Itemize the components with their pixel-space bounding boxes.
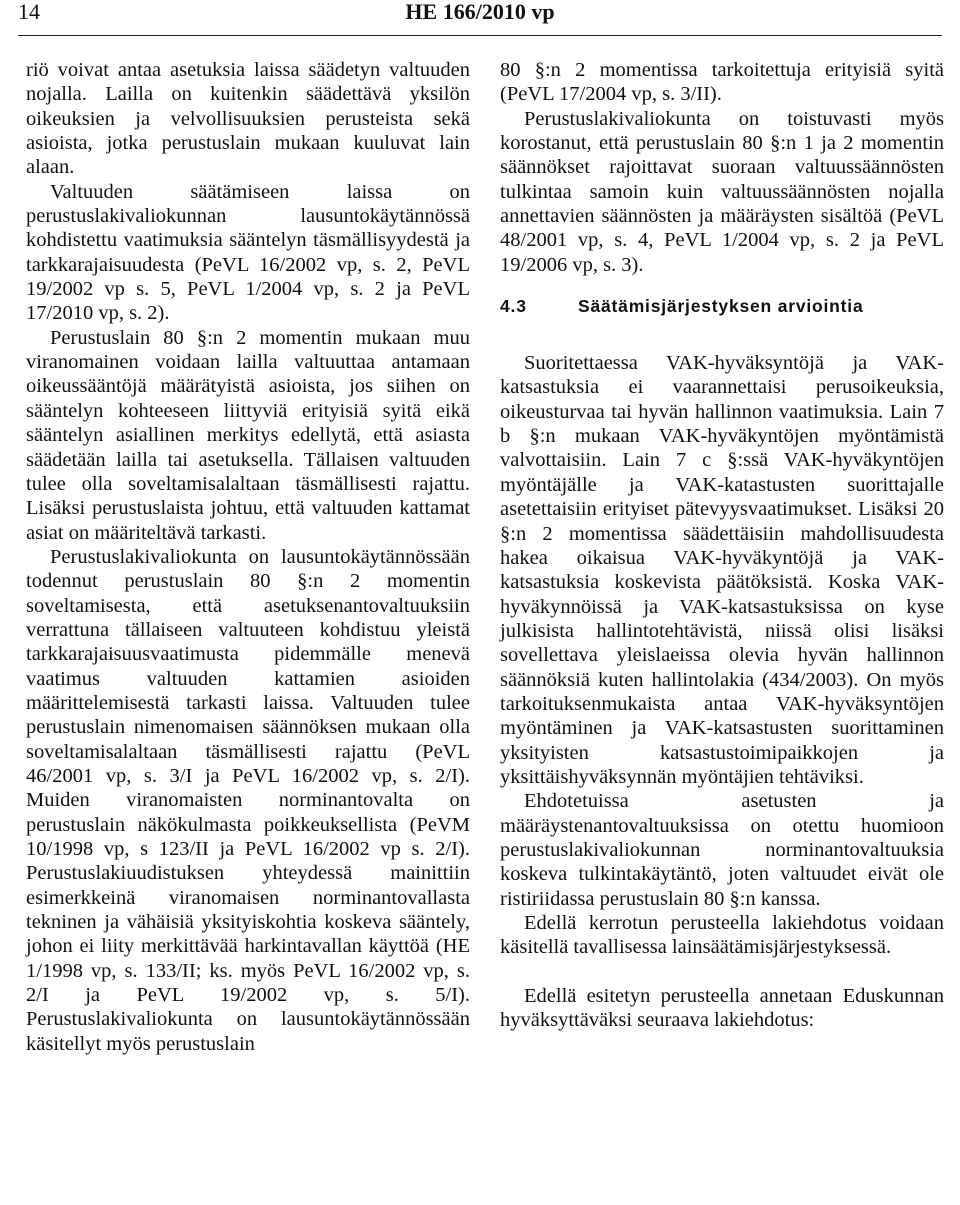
paragraph: Ehdotetuissa asetusten ja määräystenantovaltuuksissa on otettu huomioon perustuslakivaliokunnan norminantovaltuuksia koskeva tulkintakäytäntö, joten valtuudet eivät ole ristiriidassa perustuslain 80 §:n kanssa. xyxy=(500,790,944,910)
left-column xyxy=(26,58,470,1056)
paragraph: Perustuslakivaliokunta on lausuntokäytännössään todennut perustuslain 80 §:n 2 momentin soveltamisesta, että asetuksenantovaltuuksiin verrattuna tällaiseen valtuuteen kohdistuu yleistä tarkkarajaisuusvaatimusta pidemmälle menevä vaatimus valtuuden kattamien asioiden määrittelemisestä tarkasti laissa. Valtuuden tulee perustuslain nimenomaisen säännöksen mukaan olla soveltamisalaltaan täsmällisesti rajattu (PeVL 46/2001 vp, s. 3/I ja PeVL 16/2002 vp, s. 2/I). Muiden viranomaisten norminantovalta on perustuslain näkökulmasta poikkeuksellista (PeVM 10/1998 vp, s 123/II ja PeVL 16/2002 vp s. 2/I). Perustuslakiuudistuksen yhteydessä mainittiin esimerkkeinä viranomaisen norminantovallasta tekninen ja vähäisiä yksityiskohtia koskeva sääntely, johon ei liity merkittävää harkintavallan käyttöä (HE 1/1998 vp, s. 133/II; ks. myös PeVL 16/2002 vp, s. 2/I ja PeVL 19/2002 vp, s. 5/I). Perustuslakivaliokunta on lausuntokäytännössään käsitellyt myös perustuslain xyxy=(26,545,470,1055)
paragraph: Edellä kerrotun perusteella lakiehdotus voidaan käsitellä tavallisessa lainsäätämisjärjestyksessä. xyxy=(500,912,944,959)
section-number: 4.3 xyxy=(500,296,527,317)
paragraph: Perustuslakivaliokunta on toistuvasti myös korostanut, että perustuslain 80 §:n 1 ja 2 momentin säännökset rajoittavat suoraan valtuussäännösten tulkintaa samoin kuin valtuussäännösten nojalla annettavien säännösten ja määräysten sisältöä (PeVL 48/2001 vp, s. 4, PeVL 1/2004 vp, s. 2 ja PeVL 19/2006 vp, s. 3). xyxy=(500,107,944,276)
right-column xyxy=(500,58,944,1032)
paragraph: Valtuuden säätämiseen laissa on perustuslakivaliokunnan lausuntokäytännössä kohdistettu vaatimuksia sääntelyn täsmällisyydestä ja tarkkarajaisuudesta (PeVL 16/2002 vp, s. 2, PeVL 19/2002 vp s. 5, PeVL 1/2004 vp, s. 2 ja PeVL 17/2010 vp, s. 2). xyxy=(26,180,470,325)
paragraph: 80 §:n 2 momentissa tarkoitettuja erityisiä syitä (PeVL 17/2004 vp, s. 3/II). xyxy=(500,59,944,106)
page-number: 14 xyxy=(18,0,40,24)
section-heading xyxy=(500,295,944,317)
paragraph: Suoritettaessa VAK-hyväksyntöjä ja VAK-katsastuksia ei vaarannettaisi perusoikeuksia, oikeusturvaa tai hyvän hallinnon vaatimuksia. Lain 7 b §:n mukaan VAK-hyväkyntöjen myöntämistä valvottaisiin. Lain 7 c §:ssä VAK-hyväkyntöjen myöntäjälle ja VAK-katastusten suorittajalle asetettaisiin erityiset pätevyysvaatimukset. Lisäksi 20 §:n 2 momentissa säädettäisiin mahdollisuudesta hakea oikaisua VAK-hyväkyntöjä ja VAK-katsastuksia koskevista päätöksistä. Koska VAK-hyväkynnöissä ja VAK-katsastuksissa on kyse julkisista hallintotehtävistä, niissä olisi lisäksi sovellettava yleislaeissa olevia hyvän hallinnon säännöksiä kuten hallintolakia (434/2003). On myös tarkoituksenmukaista antaa VAK-hyväksyntöjen myöntäminen ja VAK-katsastusten suorittaminen yksityisten katsastustoimipaikkojen ja yksittäishyväksynnän myöntäjien tehtäviksi. xyxy=(500,352,944,788)
section-title: Säätämisjärjestyksen arviointia xyxy=(578,296,864,317)
paragraph: riö voivat antaa asetuksia laissa säädetyn valtuuden nojalla. Lailla on kuitenkin säädettävä yksilön oikeuksien ja velvollisuuksien perusteista sekä asioista, jotka perustuslain mukaan kuuluvat lain alaan. xyxy=(26,59,470,179)
paragraph: Perustuslain 80 §:n 2 momentin mukaan muu viranomainen voidaan lailla valtuuttaa antamaan oikeussääntöjä määrätyistä asioista, jos siihen on sääntelyn kohteeseen liittyviä erityisiä syitä eikä sääntelyn asiallinen merkitys edellytä, että asiasta säädetään lailla tai asetuksella. Tällaisen valtuuden tulee olla soveltamisalaltaan täsmällisesti rajattu. Lisäksi perustuslaista johtuu, että valtuuden kattamat asiat on määriteltävä tarkasti. xyxy=(26,326,470,544)
closing-paragraph: Edellä esitetyn perusteella annetaan Eduskunnan hyväksyttäväksi seuraava lakiehdotus: xyxy=(500,984,944,1032)
spacer xyxy=(500,960,944,984)
header-rule xyxy=(18,35,942,36)
page-header xyxy=(18,0,942,28)
document-id: HE 166/2010 vp xyxy=(405,0,555,24)
